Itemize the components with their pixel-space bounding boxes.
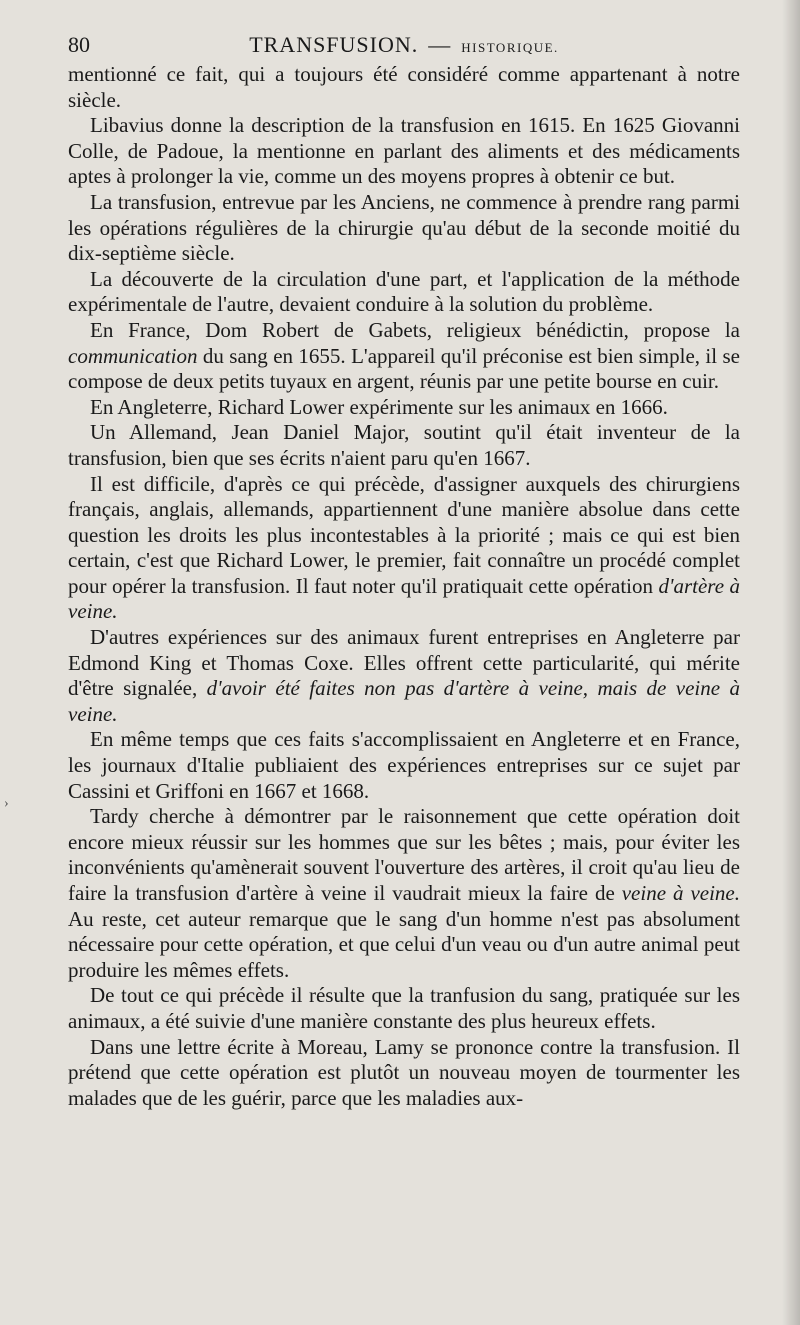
paragraph: Dans une lettre écrite à Moreau, Lamy se prononce contre la transfusion. Il prétend que cette opération est plutôt un nouveau moyen de tourmenter les malades que de les guérir, parce que les maladies aux- (68, 1034, 740, 1110)
paragraph-text: Au reste, cet auteur remarque que le sang d'un homme n'est pas absolument nécessaire pour cette opération, et que celui d'un veau ou d'un autre animal peut produire les mêmes effets. (68, 906, 740, 982)
paragraph (68, 804, 740, 983)
paragraph: En Angleterre, Richard Lower expérimente sur les animaux en 1666. (90, 394, 668, 419)
body-text (68, 62, 740, 1111)
italic-emphasis: veine à veine. (621, 881, 740, 905)
paragraph (68, 625, 740, 727)
page-number: 80 (68, 32, 90, 57)
paragraph: En même temps que ces faits s'accomplissaient en Angleterre et en France, les journaux d'Italie publiaient des expériences entreprises sur ce sujet par Cassini et Griffoni en 1667 et 1668. (68, 727, 740, 803)
paragraph (68, 318, 740, 395)
italic-emphasis: communication (68, 343, 198, 368)
running-title-main: TRANSFUSION. (249, 32, 419, 57)
paragraph: De tout ce qui précède il résulte que la tranfusion du sang, pratiquée sur les animaux, a été suivie d'une manière constante des plus heureux effets. (68, 983, 740, 1033)
paragraph: Libavius donne la description de la transfusion en 1615. En 1625 Giovanni Colle, de Padoue, la mentionne en parlant des aliments et des médicaments aptes à prolonger la vie, comme un des moyens propres à obtenir ce but. (68, 113, 740, 189)
paragraph: La transfusion, entrevue par les Anciens, ne commence à prendre rang parmi les opérations régulières de la chirurgie qu'au début de la seconde moitié du dix-septième siècle. (68, 189, 740, 266)
running-title (68, 28, 740, 65)
paragraph: La découverte de la circulation d'une part, et l'application de la méthode expérimentale de l'autre, devaient conduire à la solution du problème. (68, 266, 740, 317)
italic-emphasis: d'artère à veine. (68, 573, 740, 624)
italic-emphasis: d'avoir été faites non pas d'artère à veine, mais de veine à veine. (68, 676, 740, 726)
running-head (68, 28, 740, 62)
paragraph: mentionné ce fait, qui a toujours été considéré comme appartenant à notre siècle. (68, 62, 740, 112)
paragraph-text: Tardy cherche à démontrer par le raisonnement que cette opération doit encore mieux réussir sur les hommes que sur les bêtes ; mais, pour éviter les inconvénients qu'amènerait souvent l'ouverture des artères, il croit qu'au lieu de faire la transfusion d'artère à veine il vaudrait mieux la faire de (68, 804, 740, 905)
paragraph-text: Il est difficile, d'après ce qui précède, d'assigner auxquels des chirurgiens français, anglais, allemands, appartiennent d'une manière absolue dans cette question les droits les plus incontestables à la priorité ; mais ce qui est bien certain, c'est que Richard Lower, le premier, fait connaître un procédé complet pour opérer la transfusion. Il faut noter qu'il pratiquait cette opération (68, 471, 740, 598)
paragraph: Un Allemand, Jean Daniel Major, soutint qu'il était inventeur de la transfusion, bien que ses écrits n'aient paru qu'en 1667. (68, 420, 740, 470)
running-title-separator: — (428, 32, 452, 57)
margin-mark: › (4, 796, 9, 811)
page-edge-shadow (782, 0, 800, 1325)
paragraph-text: D'autres expériences sur des animaux furent entreprises en Angleterre par Edmond King et Thomas Coxe. Elles offrent cette particularité, qui mérite d'être signalée, (68, 625, 740, 701)
running-title-subtitle: HISTORIQUE. (461, 40, 559, 55)
paragraph-text: du sang en 1655. L'appareil qu'il préconise est bien simple, il se compose de deux petits tuyaux en argent, réunis par une petite bourse en cuir. (68, 343, 740, 394)
paragraph-text: En France, Dom Robert de Gabets, religieux bénédictin, propose la (90, 317, 740, 342)
paragraph (68, 472, 740, 626)
